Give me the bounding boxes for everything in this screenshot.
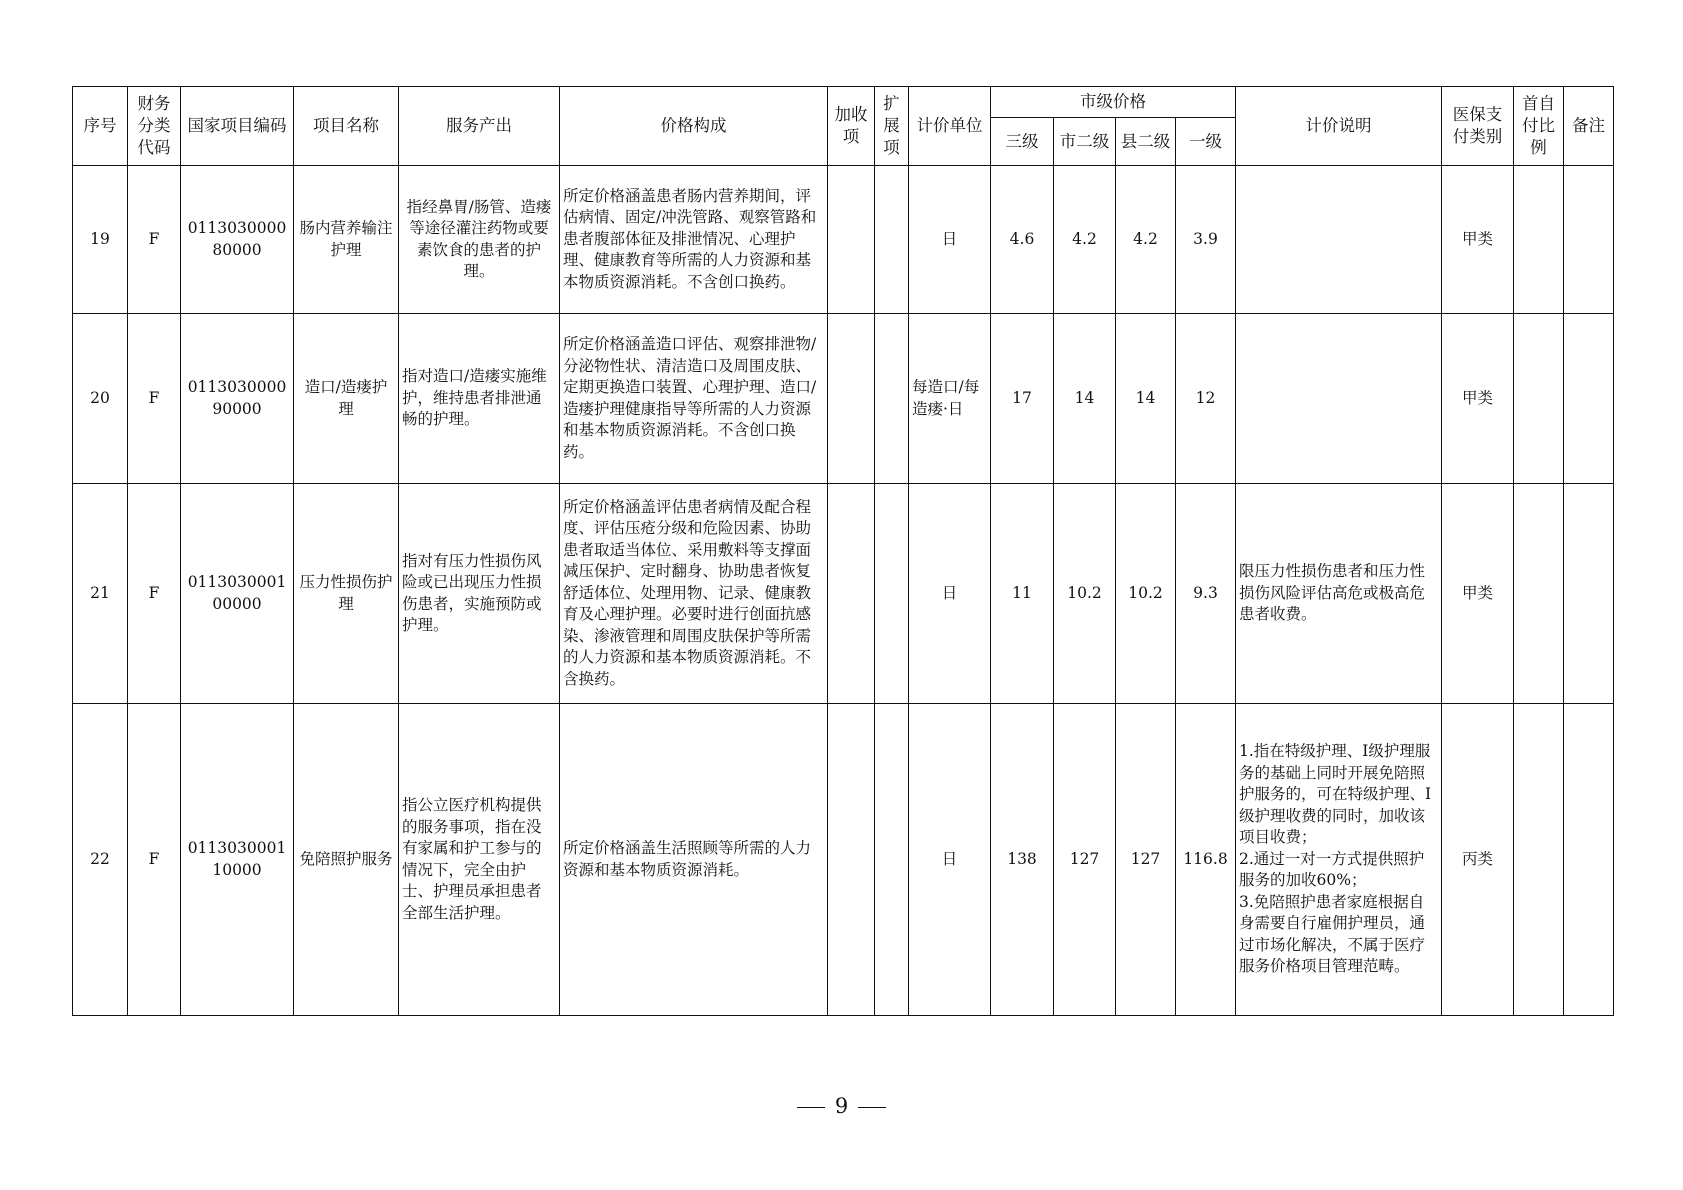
cell-extra-charge: [828, 166, 875, 314]
cell-county-level2: 127: [1116, 704, 1176, 1016]
cell-seq: 19: [73, 166, 128, 314]
footer-dash-left: [797, 1107, 825, 1109]
cell-seq: 20: [73, 314, 128, 484]
cell-national-code: 011303000090000: [181, 314, 294, 484]
cell-fin-code: F: [128, 704, 181, 1016]
cell-remark: [1564, 166, 1614, 314]
cell-unit: 日: [909, 166, 991, 314]
header-extra-charge: 加收项: [828, 87, 875, 166]
header-remark: 备注: [1564, 87, 1614, 166]
cell-county-level2: 4.2: [1116, 166, 1176, 314]
cell-national-code: 011303000080000: [181, 166, 294, 314]
cell-national-code: 011303000110000: [181, 704, 294, 1016]
header-insurance-category: 医保支付类别: [1442, 87, 1514, 166]
cell-level1: 12: [1176, 314, 1236, 484]
cell-extension: [875, 314, 909, 484]
cell-service-output: 指对造口/造瘘实施维护，维持患者排泄通畅的护理。: [399, 314, 560, 484]
cell-item-name: 压力性损伤护理: [294, 484, 399, 704]
cell-first-pay-ratio: [1514, 704, 1564, 1016]
cell-insurance-category: 甲类: [1442, 484, 1514, 704]
table-row: [73, 314, 1614, 484]
cell-fin-code: F: [128, 166, 181, 314]
cell-unit: 每造口/每造瘘·日: [909, 314, 991, 484]
cell-city-level2: 127: [1054, 704, 1116, 1016]
cell-county-level2: 14: [1116, 314, 1176, 484]
cell-fin-code: F: [128, 314, 181, 484]
cell-first-pay-ratio: [1514, 166, 1564, 314]
cell-first-pay-ratio: [1514, 314, 1564, 484]
cell-item-name: 免陪照护服务: [294, 704, 399, 1016]
cell-fin-code: F: [128, 484, 181, 704]
cell-extension: [875, 484, 909, 704]
header-unit: 计价单位: [909, 87, 991, 166]
cell-price-composition: 所定价格涵盖造口评估、观察排泄物/分泌物性状、清洁造口及周围皮肤、定期更换造口装置、心理护理、造口/造瘘护理健康指导等所需的人力资源和基本物质资源消耗。不含创口换药。: [560, 314, 828, 484]
cell-remark: [1564, 484, 1614, 704]
cell-county-level2: 10.2: [1116, 484, 1176, 704]
price-table-sheet: [72, 86, 1613, 1016]
cell-price-composition: 所定价格涵盖生活照顾等所需的人力资源和基本物质资源消耗。: [560, 704, 828, 1016]
cell-seq: 21: [73, 484, 128, 704]
cell-pricing-note: [1236, 166, 1442, 314]
cell-item-name: 肠内营养输注护理: [294, 166, 399, 314]
cell-insurance-category: 甲类: [1442, 314, 1514, 484]
cell-extra-charge: [828, 484, 875, 704]
header-first-pay-ratio: 首自付比例: [1514, 87, 1564, 166]
cell-price-composition: 所定价格涵盖评估患者病情及配合程度、评估压疮分级和危险因素、协助患者取适当体位、采用敷料等支撑面减压保护、定时翻身、协助患者恢复舒适体位、处理用物、记录、健康教育及心理护理。必要时进行创面抗感染、渗液管理和周围皮肤保护等所需的人力资源和基本物质资源消耗。不含换药。: [560, 484, 828, 704]
cell-level1: 3.9: [1176, 166, 1236, 314]
table-row: [73, 484, 1614, 704]
header-extension: 扩展项: [875, 87, 909, 166]
header-price-composition: 价格构成: [560, 87, 828, 166]
cell-national-code: 011303000100000: [181, 484, 294, 704]
cell-level3: 11: [991, 484, 1054, 704]
header-seq: 序号: [73, 87, 128, 166]
cell-unit: 日: [909, 484, 991, 704]
table-row: [73, 704, 1614, 1016]
header-level3: 三级: [991, 118, 1054, 166]
cell-city-level2: 4.2: [1054, 166, 1116, 314]
cell-extra-charge: [828, 314, 875, 484]
header-county-level2: 县二级: [1116, 118, 1176, 166]
medical-service-price-table: [72, 86, 1614, 1016]
header-pricing-note: 计价说明: [1236, 87, 1442, 166]
cell-seq: 22: [73, 704, 128, 1016]
cell-pricing-note: [1236, 314, 1442, 484]
cell-level3: 138: [991, 704, 1054, 1016]
cell-remark: [1564, 314, 1614, 484]
header-level1: 一级: [1176, 118, 1236, 166]
footer-dash-right: [858, 1107, 886, 1109]
header-service-output: 服务产出: [399, 87, 560, 166]
cell-insurance-category: 甲类: [1442, 166, 1514, 314]
header-city-price: 市级价格: [991, 87, 1236, 118]
cell-extension: [875, 166, 909, 314]
cell-pricing-note: 1.指在特级护理、I级护理服务的基础上同时开展免陪照护服务的，可在特级护理、I级护理收费的同时，加收该项目收费； 2.通过一对一方式提供照护服务的加收60%； 3.免陪照护患者家庭根据自身需要自行雇佣护理员，通过市场化解决，不属于医疗服务价格项目管理范畴。: [1236, 704, 1442, 1016]
cell-level1: 9.3: [1176, 484, 1236, 704]
page-number: 9: [834, 1094, 849, 1118]
header-item-name: 项目名称: [294, 87, 399, 166]
cell-city-level2: 10.2: [1054, 484, 1116, 704]
cell-extra-charge: [828, 704, 875, 1016]
cell-service-output: 指经鼻胃/肠管、造瘘等途径灌注药物或要素饮食的患者的护理。: [399, 166, 560, 314]
cell-city-level2: 14: [1054, 314, 1116, 484]
cell-insurance-category: 丙类: [1442, 704, 1514, 1016]
table-row: [73, 166, 1614, 314]
cell-level1: 116.8: [1176, 704, 1236, 1016]
cell-remark: [1564, 704, 1614, 1016]
cell-level3: 4.6: [991, 166, 1054, 314]
cell-pricing-note: 限压力性损伤患者和压力性损伤风险评估高危或极高危患者收费。: [1236, 484, 1442, 704]
table-header-row: [73, 87, 1614, 118]
header-city-level2: 市二级: [1054, 118, 1116, 166]
cell-price-composition: 所定价格涵盖患者肠内营养期间，评估病情、固定/冲洗管路、观察管路和患者腹部体征及排泄情况、心理护理、健康教育等所需的人力资源和基本物质资源消耗。不含创口换药。: [560, 166, 828, 314]
cell-unit: 日: [909, 704, 991, 1016]
header-fin-code: 财务分类代码: [128, 87, 181, 166]
page-footer: [0, 1094, 1683, 1118]
cell-level3: 17: [991, 314, 1054, 484]
cell-item-name: 造口/造瘘护理: [294, 314, 399, 484]
cell-service-output: 指公立医疗机构提供的服务事项，指在没有家属和护工参与的情况下，完全由护士、护理员承担患者全部生活护理。: [399, 704, 560, 1016]
header-national-code: 国家项目编码: [181, 87, 294, 166]
cell-service-output: 指对有压力性损伤风险或已出现压力性损伤患者，实施预防或护理。: [399, 484, 560, 704]
cell-extension: [875, 704, 909, 1016]
cell-first-pay-ratio: [1514, 484, 1564, 704]
